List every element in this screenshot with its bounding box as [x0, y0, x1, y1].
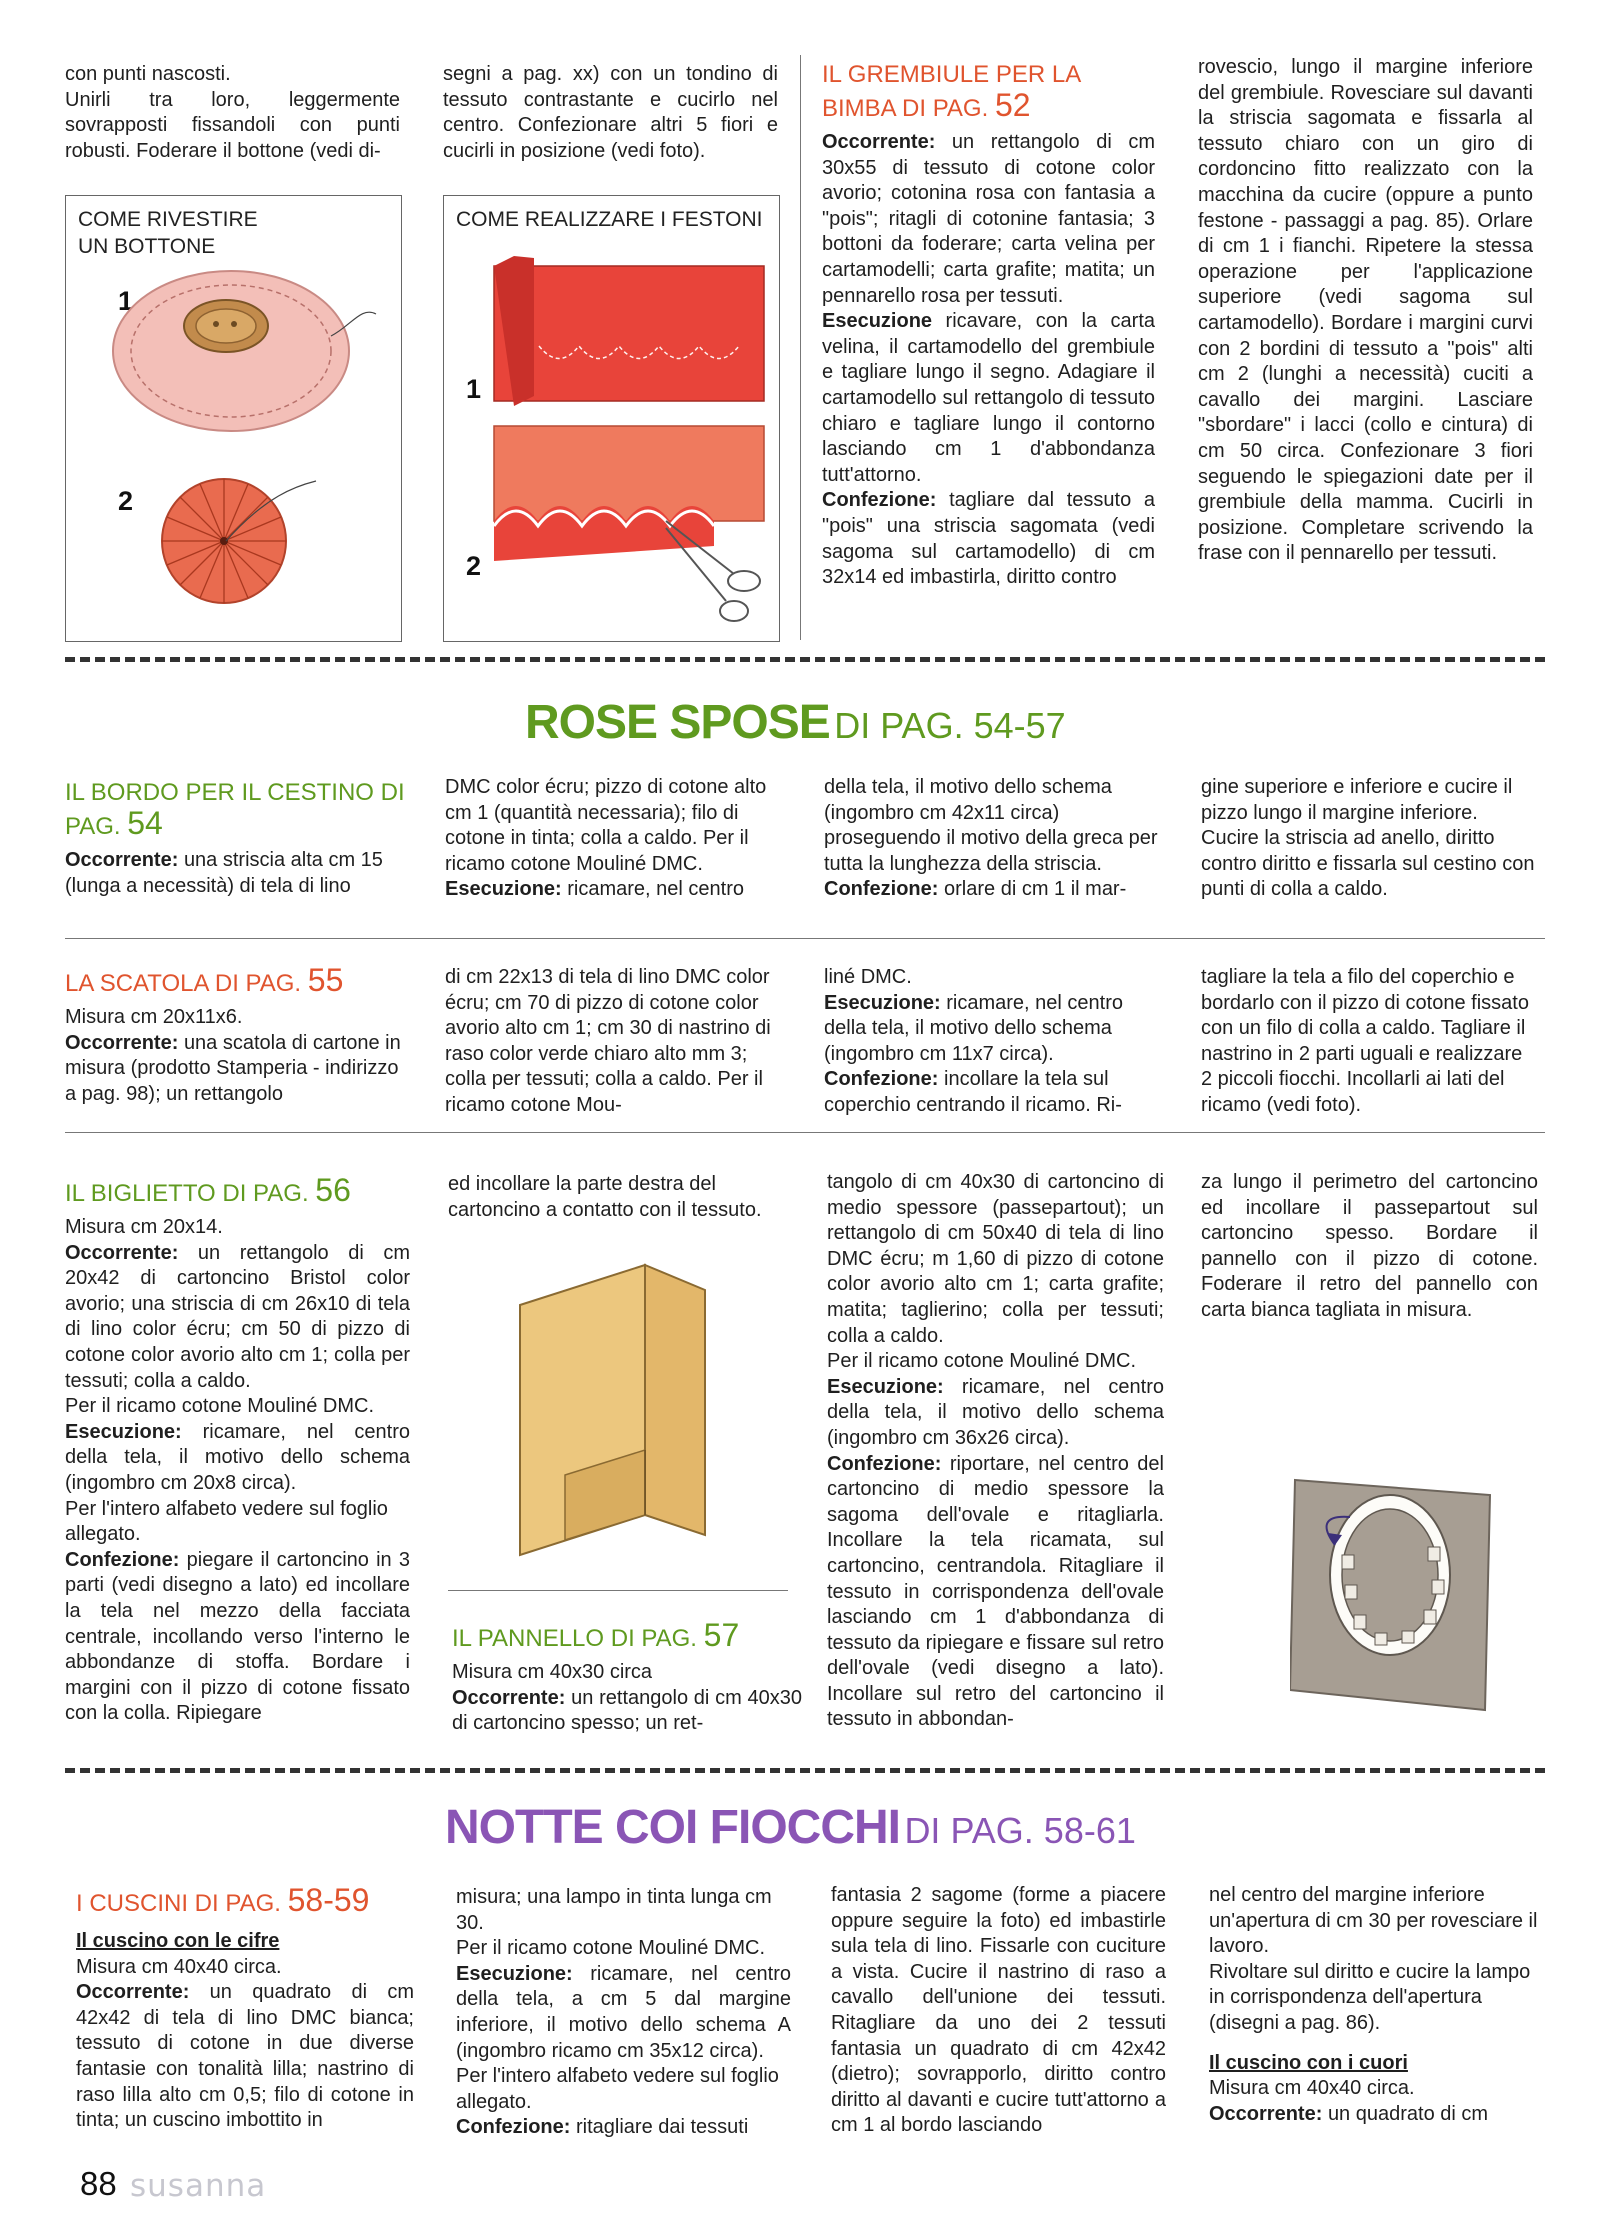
bordo-col3 — [824, 775, 1159, 903]
folded-card-drawing — [505, 1260, 725, 1560]
magazine-logo: susanna — [130, 2168, 267, 2204]
section-title-text: IL BORDO PER IL CESTINO DI PAG. — [65, 779, 405, 840]
page-number: 88 — [80, 2165, 117, 2202]
pannello-col3 — [827, 1170, 1164, 1733]
paragraph: DMC color écru; pizzo di cotone alto cm 1 (quantità necessaria); filo di cotone in tinta; colla a caldo. Per il ricamo cotone Mouliné DMC. — [445, 776, 767, 875]
text-esecuzione: ricamare, nel centro della tela, il motivo dello schema (ingombro cm 20x8 circa). — [65, 1420, 410, 1494]
text-esecuzione: ricamare, nel centro — [567, 878, 745, 901]
text-occorrente: una scatola di cartone in misura (prodotto Stamperia - indirizzo a pag. 98); un rettangolo — [65, 1031, 401, 1105]
text-esecuzione: ricavare, con la carta velina, il cartamodello del grembiule e tagliare lungo il segno. Adagiare il cartamodello sul rettangolo di tessuto chiaro e tagliare lungo il contorno lasciando cm 1 d'abbondanza tutt'attorno. — [822, 310, 1155, 486]
section-divider — [65, 1768, 1545, 1773]
paragraph — [827, 1375, 1164, 1452]
paragraph: Per il ricamo cotone Mouliné DMC. — [827, 1350, 1136, 1373]
label-occorrente: Occorrente: — [65, 1031, 179, 1054]
heading-pages: DI PAG. 58-61 — [904, 1810, 1136, 1851]
paragraph: ed incollare la parte destra del cartoncino a contatto con il tessuto. — [448, 1173, 762, 1221]
text-confezione: riportare, nel centro del cartoncino di medio spessore la sagoma dell'ovale e ritagliarla. Incollare la tela ricamata, sul cartoncino, centrandola. Ritagliare il tessuto in corrispondenza dell'ovale lasciando cm 1 d'abbondanza di tessuto da ripiegare e fissare sul retro dell'ovale (vedi disegno a lato). Incollare sul retro del cartoncino il tessuto in abbondan- — [827, 1452, 1164, 1731]
label-confezione: Confezione: — [824, 1068, 939, 1091]
bordo-col4 — [1201, 775, 1536, 903]
paragraph — [452, 1686, 802, 1737]
heading-main: ROSE SPOSE — [525, 696, 830, 749]
text-confezione: incollare la tela sul coperchio centrando il ricamo. Ri- — [824, 1068, 1122, 1116]
label-confezione: Confezione: — [824, 878, 939, 901]
paragraph — [76, 1980, 414, 2134]
pannello-col4 — [1201, 1170, 1538, 1324]
heading-main: NOTTE COI FIOCCHI — [445, 1801, 900, 1854]
paragraph: Misura cm 20x14. — [65, 1216, 223, 1238]
paragraph: Misura cm 20x11x6. — [65, 1006, 243, 1028]
heading-pages: DI PAG. 54-57 — [834, 705, 1066, 746]
section-title-page: 56 — [315, 1172, 351, 1208]
paragraph — [824, 877, 1159, 903]
panel-oval-drawing — [1290, 1465, 1500, 1715]
button-covering-drawing — [66, 196, 401, 641]
paragraph — [822, 309, 1155, 488]
paragraph: nel centro del margine inferiore un'apertura di cm 30 per rovesciare il lavoro. — [1209, 1884, 1538, 1958]
paragraph: della tela, il motivo dello schema (ingombro cm 42x11 circa) proseguendo il motivo della greca per tutta la lunghezza della striscia. — [824, 776, 1158, 875]
paragraph — [822, 130, 1155, 309]
paragraph: con punti nascosti. — [65, 63, 231, 85]
illustration-label: COME RIVESTIRE UN BOTTONE — [78, 208, 258, 258]
subheading: Il cuscino con i cuori — [1209, 2051, 1408, 2074]
text-esecuzione: ricamare, nel centro della tela, a cm 5 dal margine inferiore, il motivo dello schema A (ingombro ricamo cm 35x12 circa). — [456, 1962, 791, 2062]
paragraph: Per l'intero alfabeto vedere sul foglio allegato. — [65, 1497, 388, 1546]
paragraph: Per il ricamo cotone Mouliné DMC. — [65, 1395, 374, 1418]
step-number: 1 — [118, 286, 134, 316]
row-divider — [65, 938, 1545, 939]
section-title — [76, 1882, 414, 1919]
biglietto-col2 — [448, 1172, 783, 1223]
paragraph — [65, 1241, 410, 1395]
section-title — [65, 962, 405, 999]
section-title-text: LA SCATOLA DI PAG. — [65, 970, 302, 997]
grembiule-section — [822, 60, 1155, 591]
label-esecuzione: Esecuzione: — [456, 1962, 573, 1985]
section-title-page: 58-59 — [287, 1882, 370, 1918]
text-confezione: piegare il cartoncino in 3 parti (vedi disegno a lato) ed incollare la tela nel mezzo della facciata centrale, incollando verso l'interno le abbondanze di stoffa. Bordare i margini con il pizzo di cotone fissato con la colla. Ripiegare — [65, 1548, 410, 1725]
section-title-page: 54 — [127, 805, 163, 841]
paragraph — [456, 1962, 791, 2064]
label-occorrente: Occorrente: — [452, 1686, 566, 1709]
section-title-page: 52 — [994, 87, 1031, 123]
label-esecuzione: Esecuzione: — [827, 1375, 944, 1398]
text-occorrente: un rettangolo di cm 20x42 di cartoncino Bristol color avorio; una striscia di cm 26x10 di tela di lino color écru; cm 50 di pizzo di cotone color avorio alto cm 1; colla per tessuti; colla a caldo. — [65, 1241, 410, 1392]
section-title-page: 55 — [307, 962, 344, 998]
scatola-col3 — [824, 965, 1159, 1119]
section-title-text: IL GREMBIULE PER LA BIMBA DI PAG. — [822, 61, 1080, 122]
paragraph: Per il ricamo cotone Mouliné DMC. — [456, 1937, 765, 1960]
paragraph: Misura cm 40x40 circa. — [1209, 2077, 1415, 2100]
section-divider — [65, 657, 1545, 662]
paragraph: Per l'intero alfabeto vedere sul foglio allegato. — [456, 2065, 779, 2113]
label-occorrente: Occorrente: — [822, 131, 936, 153]
paragraph — [824, 1067, 1159, 1118]
top-col1 — [65, 62, 400, 164]
scallops-drawing — [444, 196, 779, 641]
text-occorrente: un rettangolo di cm 30x55 di tessuto di cotone color avorio; cotonina rosa con fantasia a "pois"; ritagli di cotonine fantasia; 3 bottoni da foderare; carta velina per cartamodelli; carta grafite; matita; un pennarello rosa per tessuti. — [822, 131, 1155, 307]
section-title — [822, 60, 1155, 124]
scatola-col4 — [1201, 965, 1536, 1119]
cuscini-col4 — [1209, 1883, 1544, 2127]
paragraph — [65, 848, 405, 899]
label-esecuzione: Esecuzione — [822, 310, 933, 333]
paragraph: Misura cm 40x30 circa — [452, 1661, 653, 1683]
inner-divider — [448, 1590, 788, 1591]
paragraph: gine superiore e inferiore e cucire il pizzo lungo il margine inferiore. Cucire la striscia ad anello, diritto contro diritto e fissarla sul cestino con punti di colla a caldo. — [1201, 776, 1535, 901]
pannello-section — [452, 1617, 802, 1737]
bordo-col2 — [445, 775, 780, 903]
text-occorrente: un quadrato di cm — [1327, 2102, 1489, 2125]
paragraph: liné DMC. — [824, 966, 912, 988]
text-confezione: tagliare dal tessuto a "pois" una striscia sagomata (vedi sagoma sul cartamodello) di cm 32x14 ed imbastirla, diritto contro — [822, 489, 1155, 589]
paragraph — [824, 991, 1159, 1068]
top-col2 — [443, 62, 778, 164]
text-esecuzione: ricamare, nel centro della tela, il motivo dello schema (ingombro cm 11x7 circa). — [824, 991, 1124, 1065]
paragraph: za lungo il perimetro del cartoncino ed incollare il passepartout sul cartoncino spesso. Bordare il pannello con il pizzo di cotone. Foderare il retro del pannello con carta bianca tagliata in misura. — [1201, 1171, 1538, 1321]
label-esecuzione: Esecuzione: — [445, 878, 562, 901]
section-title-page: 57 — [703, 1617, 740, 1653]
cuscini-col2 — [456, 1885, 791, 2141]
paragraph — [65, 1420, 410, 1497]
paragraph — [445, 877, 780, 903]
label-confezione: Confezione: — [827, 1452, 942, 1475]
paragraph: misura; una lampo in tinta lunga cm 30. — [456, 1886, 772, 1934]
text-occorrente: una striscia alta cm 15 (lunga a necessità) di tela di lino — [65, 849, 383, 897]
cuscini-section — [76, 1882, 414, 2134]
paragraph — [65, 1031, 405, 1108]
label-esecuzione: Esecuzione: — [824, 991, 941, 1014]
paragraph: fantasia 2 sagome (forme a piacere oppure seguire la foto) ed imbastirle sula tela di lino. Fissarle con cuciture a vista. Cucire il nastrino di raso a cavallo dell'unione dei tessuti. Ritagliare da uno dei 2 tessuti fantasia un quadrato di cm 42x42 (dietro); sovrapporlo, diritto contro diritto al davanti e cucire tutt'attorno a cm 1 al bordo lasciando — [831, 1884, 1166, 2137]
illustration-label: COME REALIZZARE I FESTONI — [456, 208, 763, 231]
paragraph — [822, 488, 1155, 590]
top-col4 — [1198, 55, 1533, 567]
paragraph: di cm 22x13 di tela di lino DMC color écru; cm 70 di pizzo di cotone color avorio alto cm 1; cm 30 di nastrino di raso color verde chiaro alto mm 3; colla per tessuti; colla a caldo. Per il ricamo cotone Mou- — [445, 966, 771, 1116]
paragraph: tagliare la tela a filo del coperchio e bordarlo con il pizzo di cotone fissato con un filo di colla a caldo. Tagliare il nastrino in 2 parti uguali e realizzare 2 piccoli fiocchi. Incollarli ai lati del ricamo (vedi foto). — [1201, 966, 1529, 1116]
paragraph — [827, 1452, 1164, 1734]
paragraph: Rivoltare sul diritto e cucire la lampo in corrispondenza dell'apertura (disegni a pag. 86). — [1209, 1960, 1531, 2034]
text-occorrente: un rettangolo di cm 40x30 di cartoncino spesso; un ret- — [452, 1686, 802, 1735]
column-divider — [800, 55, 801, 640]
scallops-illustration — [443, 195, 780, 642]
label-confezione: Confezione: — [456, 2116, 571, 2139]
label-confezione: Confezione: — [822, 489, 937, 512]
paragraph: segni a pag. xx) con un tondino di tessuto contrastante e cucirlo nel centro. Confezionare altri 5 fiori e cucirli in posizione (vedi foto). — [443, 63, 778, 162]
text-occorrente: un quadrato di cm 42x42 di tela di lino DMC bianca; tessuto di cotone in due diverse fantasie con tonalità lilla; nastrino di raso lilla alto cm 0,5; filo di cotone in tinta; un cuscino imbottito in — [76, 1981, 414, 2132]
label-occorrente: Occorrente: — [65, 1241, 179, 1264]
biglietto-section — [65, 1172, 410, 1727]
text-esecuzione: ricamare, nel centro della tela, il motivo dello schema (ingombro cm 36x26 circa). — [827, 1375, 1164, 1449]
step-number: 2 — [466, 551, 482, 581]
section-title — [65, 778, 405, 842]
bordo-section — [65, 778, 405, 899]
section-title-text: IL BIGLIETTO DI PAG. — [65, 1180, 309, 1207]
paragraph — [1209, 2102, 1544, 2128]
label-occorrente: Occorrente: — [65, 849, 179, 871]
paragraph: tangolo di cm 40x30 di cartoncino di medio spessore (passepartout); un rettangolo di cm 50x40 di tela di lino DMC écru; m 1,60 di pizzo di cotone color avorio alto cm 1; carta grafite; matita; taglierino; colla per tessuti; colla a caldo. — [827, 1171, 1164, 1347]
paragraph: Misura cm 40x40 circa. — [76, 1955, 282, 1978]
section-title — [65, 1172, 410, 1209]
scatola-section — [65, 962, 405, 1107]
paragraph: rovescio, lungo il margine inferiore del grembiule. Rovesciare sul davanti la striscia sagomata e fissarla al tessuto chiaro con un giro di cordoncino fitto realizzato con la macchina da cucire (oppure a punto festone - passaggi a pag. 85). Orlare di cm 1 i fianchi. Ripetere la stessa operazione per l'applicazione superiore (vedi sagoma sul cartamodello). Bordare i margini curvi con 2 bordini di tessuto a "pois" alti cm 2 (lunghi a necessità) cuciti a cavallo dei margini. Lasciare "sbordare" i lacci (collo e cintura) di cm 50 circa. Confezionare 3 fiori seguendo le spiegazioni date per il grembiule della mamma. Cucirli in posizione. Completare scrivendo la frase con il pennarello per tessuti. — [1198, 56, 1533, 565]
button-covering-illustration — [65, 195, 402, 642]
paragraph: Unirli tra loro, leggermente sovrapposti fissandoli con punti robusti. Foderare il bottone (vedi di- — [65, 88, 400, 162]
section-title-text: I CUSCINI DI PAG. — [76, 1890, 281, 1917]
notte-heading — [445, 1800, 1136, 1855]
paragraph — [65, 1548, 410, 1727]
text-confezione: orlare di cm 1 il mar- — [944, 878, 1127, 901]
label-occorrente: Occorrente: — [1209, 2102, 1323, 2125]
step-number: 1 — [466, 374, 482, 404]
rose-spose-heading — [525, 695, 1066, 750]
scatola-col2 — [445, 965, 780, 1119]
subheading: Il cuscino con le cifre — [76, 1930, 280, 1952]
text-confezione: ritagliare dai tessuti — [576, 2116, 749, 2139]
step-number: 2 — [118, 486, 134, 516]
row-divider — [65, 1132, 1545, 1133]
section-title-text: IL PANNELLO DI PAG. — [452, 1625, 697, 1652]
label-esecuzione: Esecuzione: — [65, 1420, 182, 1443]
label-occorrente: Occorrente: — [76, 1981, 190, 2004]
section-title — [452, 1617, 802, 1654]
label-confezione: Confezione: — [65, 1548, 180, 1571]
paragraph — [456, 2115, 791, 2141]
cuscini-col3 — [831, 1883, 1166, 2139]
